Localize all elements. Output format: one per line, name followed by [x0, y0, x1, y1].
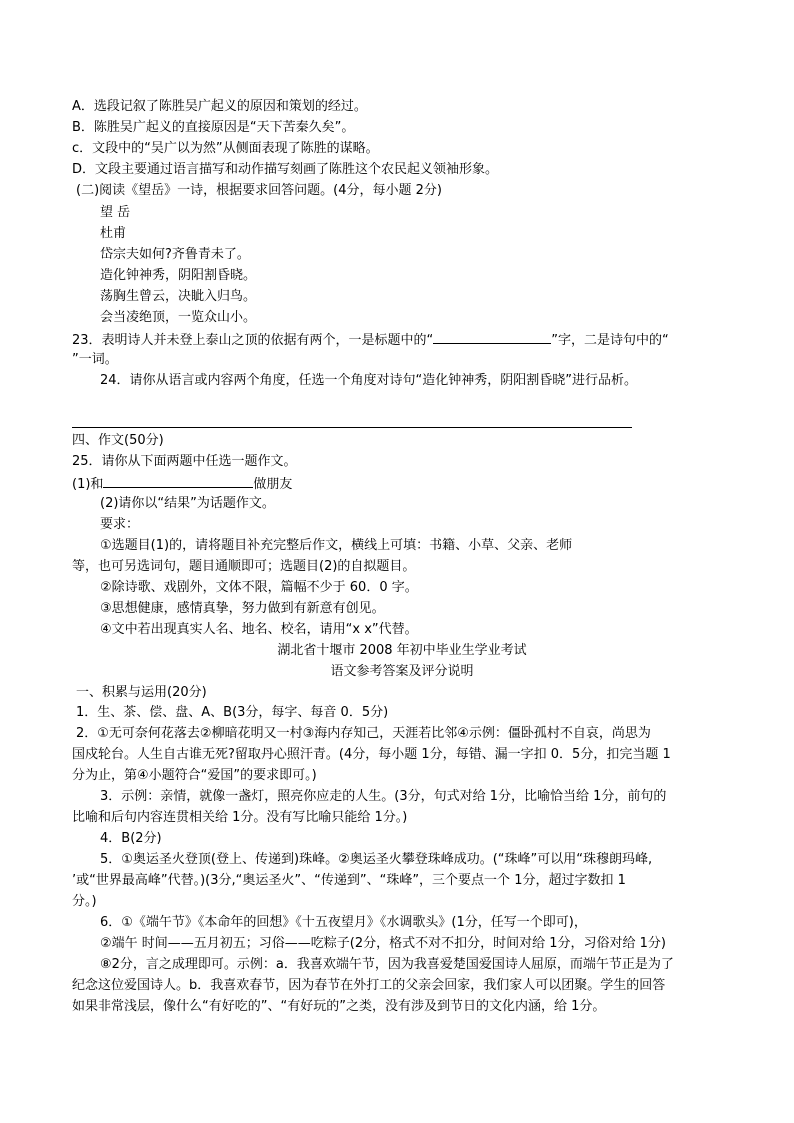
option-c: c．文段中的“吴广以为然”从侧面表现了陈胜的谋略。 — [72, 141, 379, 156]
answer-key-subtitle: 语文参考答案及评分说明 — [330, 664, 474, 679]
answer-2-line-1: 2．①无可奈何花落去②柳暗花明又一村③海内存知己，天涯若比邻④示例：僵卧孤村不自哀，尚思为 — [76, 726, 651, 741]
requirement-3: ③思想健康，感情真挚，努力做到有新意有创见。 — [100, 601, 385, 616]
q23-text-2: ”字，二是诗句中的“ — [551, 333, 669, 348]
answer-6-line-2: ②端午 时间——五月初五；习俗——吃粽子(2分，格式不对不扣分，时间对给 1分，习俗对给 1分) — [100, 936, 667, 951]
answer-line[interactable] — [72, 427, 632, 428]
q23-text-1: 23．表明诗人并未登上泰山之顶的依据有两个，一是标题中的“ — [72, 333, 434, 348]
answer-2-line-3: 分为止，第④小题符合“爱国”的要求即可。) — [72, 768, 317, 783]
poem-line-3: 荡胸生曾云，决眦入归鸟。 — [100, 289, 257, 304]
answer-3-line-2: 比喻和后句内容连贯相关给 1分。没有写比喻只能给 1分。) — [72, 810, 408, 825]
option1-suffix: 做朋友 — [253, 477, 293, 492]
poem-intro: (二)阅读《望岳》一诗，根据要求回答问题。(4分，每小题 2分) — [76, 183, 442, 198]
answer-5-line-3: 分。) — [72, 894, 97, 909]
question-25: 25．请你从下面两题中任选一题作文。 — [72, 454, 297, 469]
option-d: D．文段主要通过语言描写和动作描写刻画了陈胜这个农民起义领袖形象。 — [72, 162, 499, 177]
essay-option-1 — [72, 474, 732, 494]
answer-5-line-2: ’或“世界最高峰”代替。)(3分,“奥运圣火”、“传递到”、“珠峰”，三个要点一个 1分，超过字数扣 1 — [72, 873, 626, 888]
answer-4: 4．B(2分) — [100, 831, 162, 846]
answer-2-line-2: 国戍轮台。人生自古谁无死?留取丹心照汗青。(4分，每小题 1分，每错、漏一字扣 0．5分，扣完当题 1 — [72, 747, 671, 762]
option-b: B．陈胜吴广起义的直接原因是“天下苦秦久矣”。 — [72, 120, 355, 135]
option-a: A．选段记叙了陈胜吴广起义的原因和策划的经过。 — [72, 99, 367, 114]
poem-line-4: 会当凌绝顶，一览众山小。 — [100, 310, 257, 325]
essay-option-2: (2)请你以“结果”为话题作文。 — [100, 496, 275, 511]
poem-author: 杜甫 — [100, 226, 127, 241]
answer-6-line-5: 如果非常浅层，像什么“有好吃的”、“有好玩的”之类，没有涉及到节日的文化内涵，给 1分。 — [72, 999, 606, 1014]
q23-blank-1[interactable] — [433, 330, 551, 344]
requirement-4: ④文中若出现真实人名、地名、校名，请用“x x”代替。 — [100, 622, 418, 637]
option1-blank[interactable] — [103, 474, 253, 488]
question-24: 24．请你从语言或内容两个角度，任选一个角度对诗句“造化钟神秀，阴阳割昏晓”进行品析。 — [100, 373, 638, 388]
answer-6-line-3: ⑧2分，言之成理即可。示例：a．我喜欢端午节，因为我喜爱楚国爱国诗人屈原，而端午节正是为了 — [100, 957, 674, 972]
answer-3-line-1: 3．示例：亲情，就像一盏灯，照亮你应走的人生。(3分，句式对给 1分，比喻恰当给 1分，前句的 — [100, 789, 667, 804]
poem-title: 望 岳 — [100, 205, 131, 220]
answer-6-line-4: 纪念这位爱国诗人。b．我喜欢春节，因为春节在外打工的父亲会回家，我们家人可以团聚。学生的回答 — [72, 978, 666, 993]
answer-key-title: 湖北省十堰市 2008 年初中毕业生学业考试 — [277, 643, 527, 658]
poem-line-2: 造化钟神秀，阴阳割昏晓。 — [100, 268, 257, 283]
answer-5-line-1: 5．①奥运圣火登顶(登上、传递到)珠峰。②奥运圣火攀登珠峰成功。(“珠峰”可以用“珠穆朗玛峰, — [100, 852, 653, 867]
answer-1: 1．生、茶、偿、盘、A、B(3分，每字、每音 0．5分) — [76, 705, 389, 720]
option1-prefix: (1)和 — [72, 477, 104, 492]
answer-6-line-1: 6．①《端午节》《本命年的回想》《十五夜望月》《水调歌头》(1分，任写一个即可)， — [100, 915, 587, 930]
requirement-1b: 等，也可另选词句，题目通顺即可；选题目(2)的自拟题目。 — [72, 559, 416, 574]
requirement-1a: ①选题目(1)的，请将题目补充完整后作文，横线上可填：书籍、小草、父亲、老师 — [100, 538, 573, 553]
answer-section-heading: 一、积累与运用(20分) — [76, 685, 207, 700]
requirements-label: 要求： — [100, 517, 140, 532]
requirement-2: ②除诗歌、戏剧外，文体不限，篇幅不少于 60．0 字。 — [100, 580, 418, 595]
poem-line-1: 岱宗夫如何?齐鲁青未了。 — [100, 247, 250, 262]
q23-text-3: ”一词。 — [72, 352, 118, 367]
essay-heading: 四、作文(50分) — [72, 433, 164, 448]
question-23 — [72, 330, 732, 350]
